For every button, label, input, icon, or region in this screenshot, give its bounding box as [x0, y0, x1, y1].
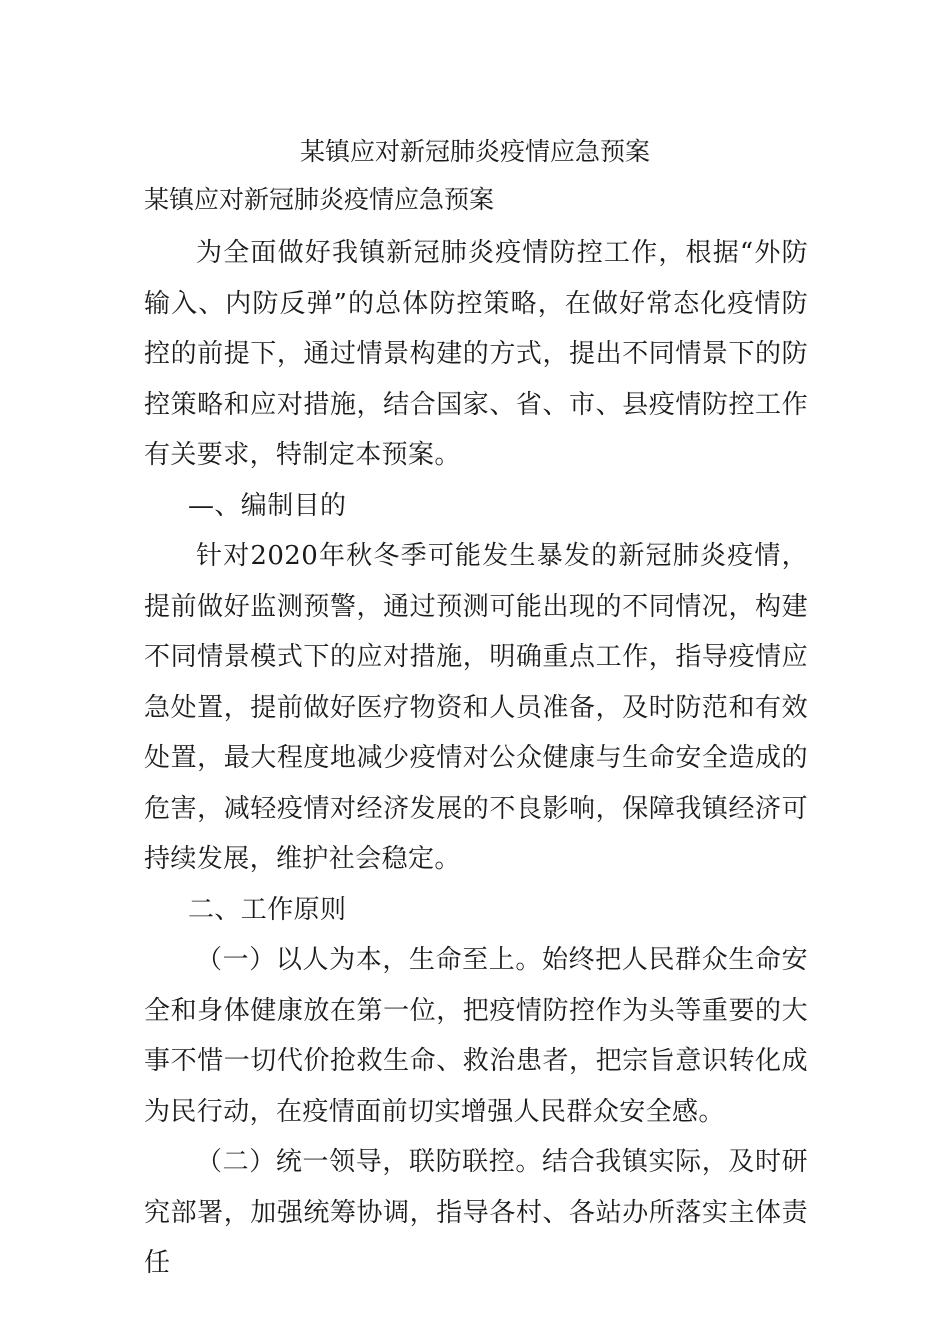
document-subtitle: 某镇应对新冠肺炎疫情应急预案 [144, 185, 495, 214]
section-heading-principles: 二、工作原则 [188, 894, 347, 925]
paragraph-principle-1: （一）以人为本，生命至上。始终把人民群众生命安全和身体健康放在第一位，把疫情防控作为头等重要的大事不惜一切代价抢救生命、救治患者，把宗旨意识转化成为民行动，在疫情面前切实增强人民群众安全感。 [144, 945, 808, 1127]
paragraph-purpose: 针对2020年秋冬季可能发生暴发的新冠肺炎疫情，提前做好监测预警，通过预测可能出现的不同情况，构建不同情景模式下的应对措施，明确重点工作，指导疫情应急处置，提前做好医疗物资和人员准备，及时防范和有效处置，最大程度地减少疫情对公众健康与生命安全造成的危害，减轻疫情对经济发展的不良影响，保障我镇经济可持续发展，维护社会稳定。 [144, 541, 808, 874]
paragraph-intro: 为全面做好我镇新冠肺炎疫情防控工作，根据“外防输入、内防反弹”的总体防控策略，在做好常态化疫情防控的前提下，通过情景构建的方式，提出不同情景下的防控策略和应对措施，结合国家、省、市、县疫情防控工作有关要求，特制定本预案。 [144, 238, 808, 470]
document-body [144, 228, 808, 1289]
paragraph-principle-2: （二）统一领导，联防联控。结合我镇实际，及时研究部署，加强统筹协调，指导各村、各站办所落实主体责任 [144, 1147, 808, 1278]
document-title: 某镇应对新冠肺炎疫情应急预案 [299, 137, 650, 166]
section-heading-purpose: —、编制目的 [188, 490, 347, 521]
